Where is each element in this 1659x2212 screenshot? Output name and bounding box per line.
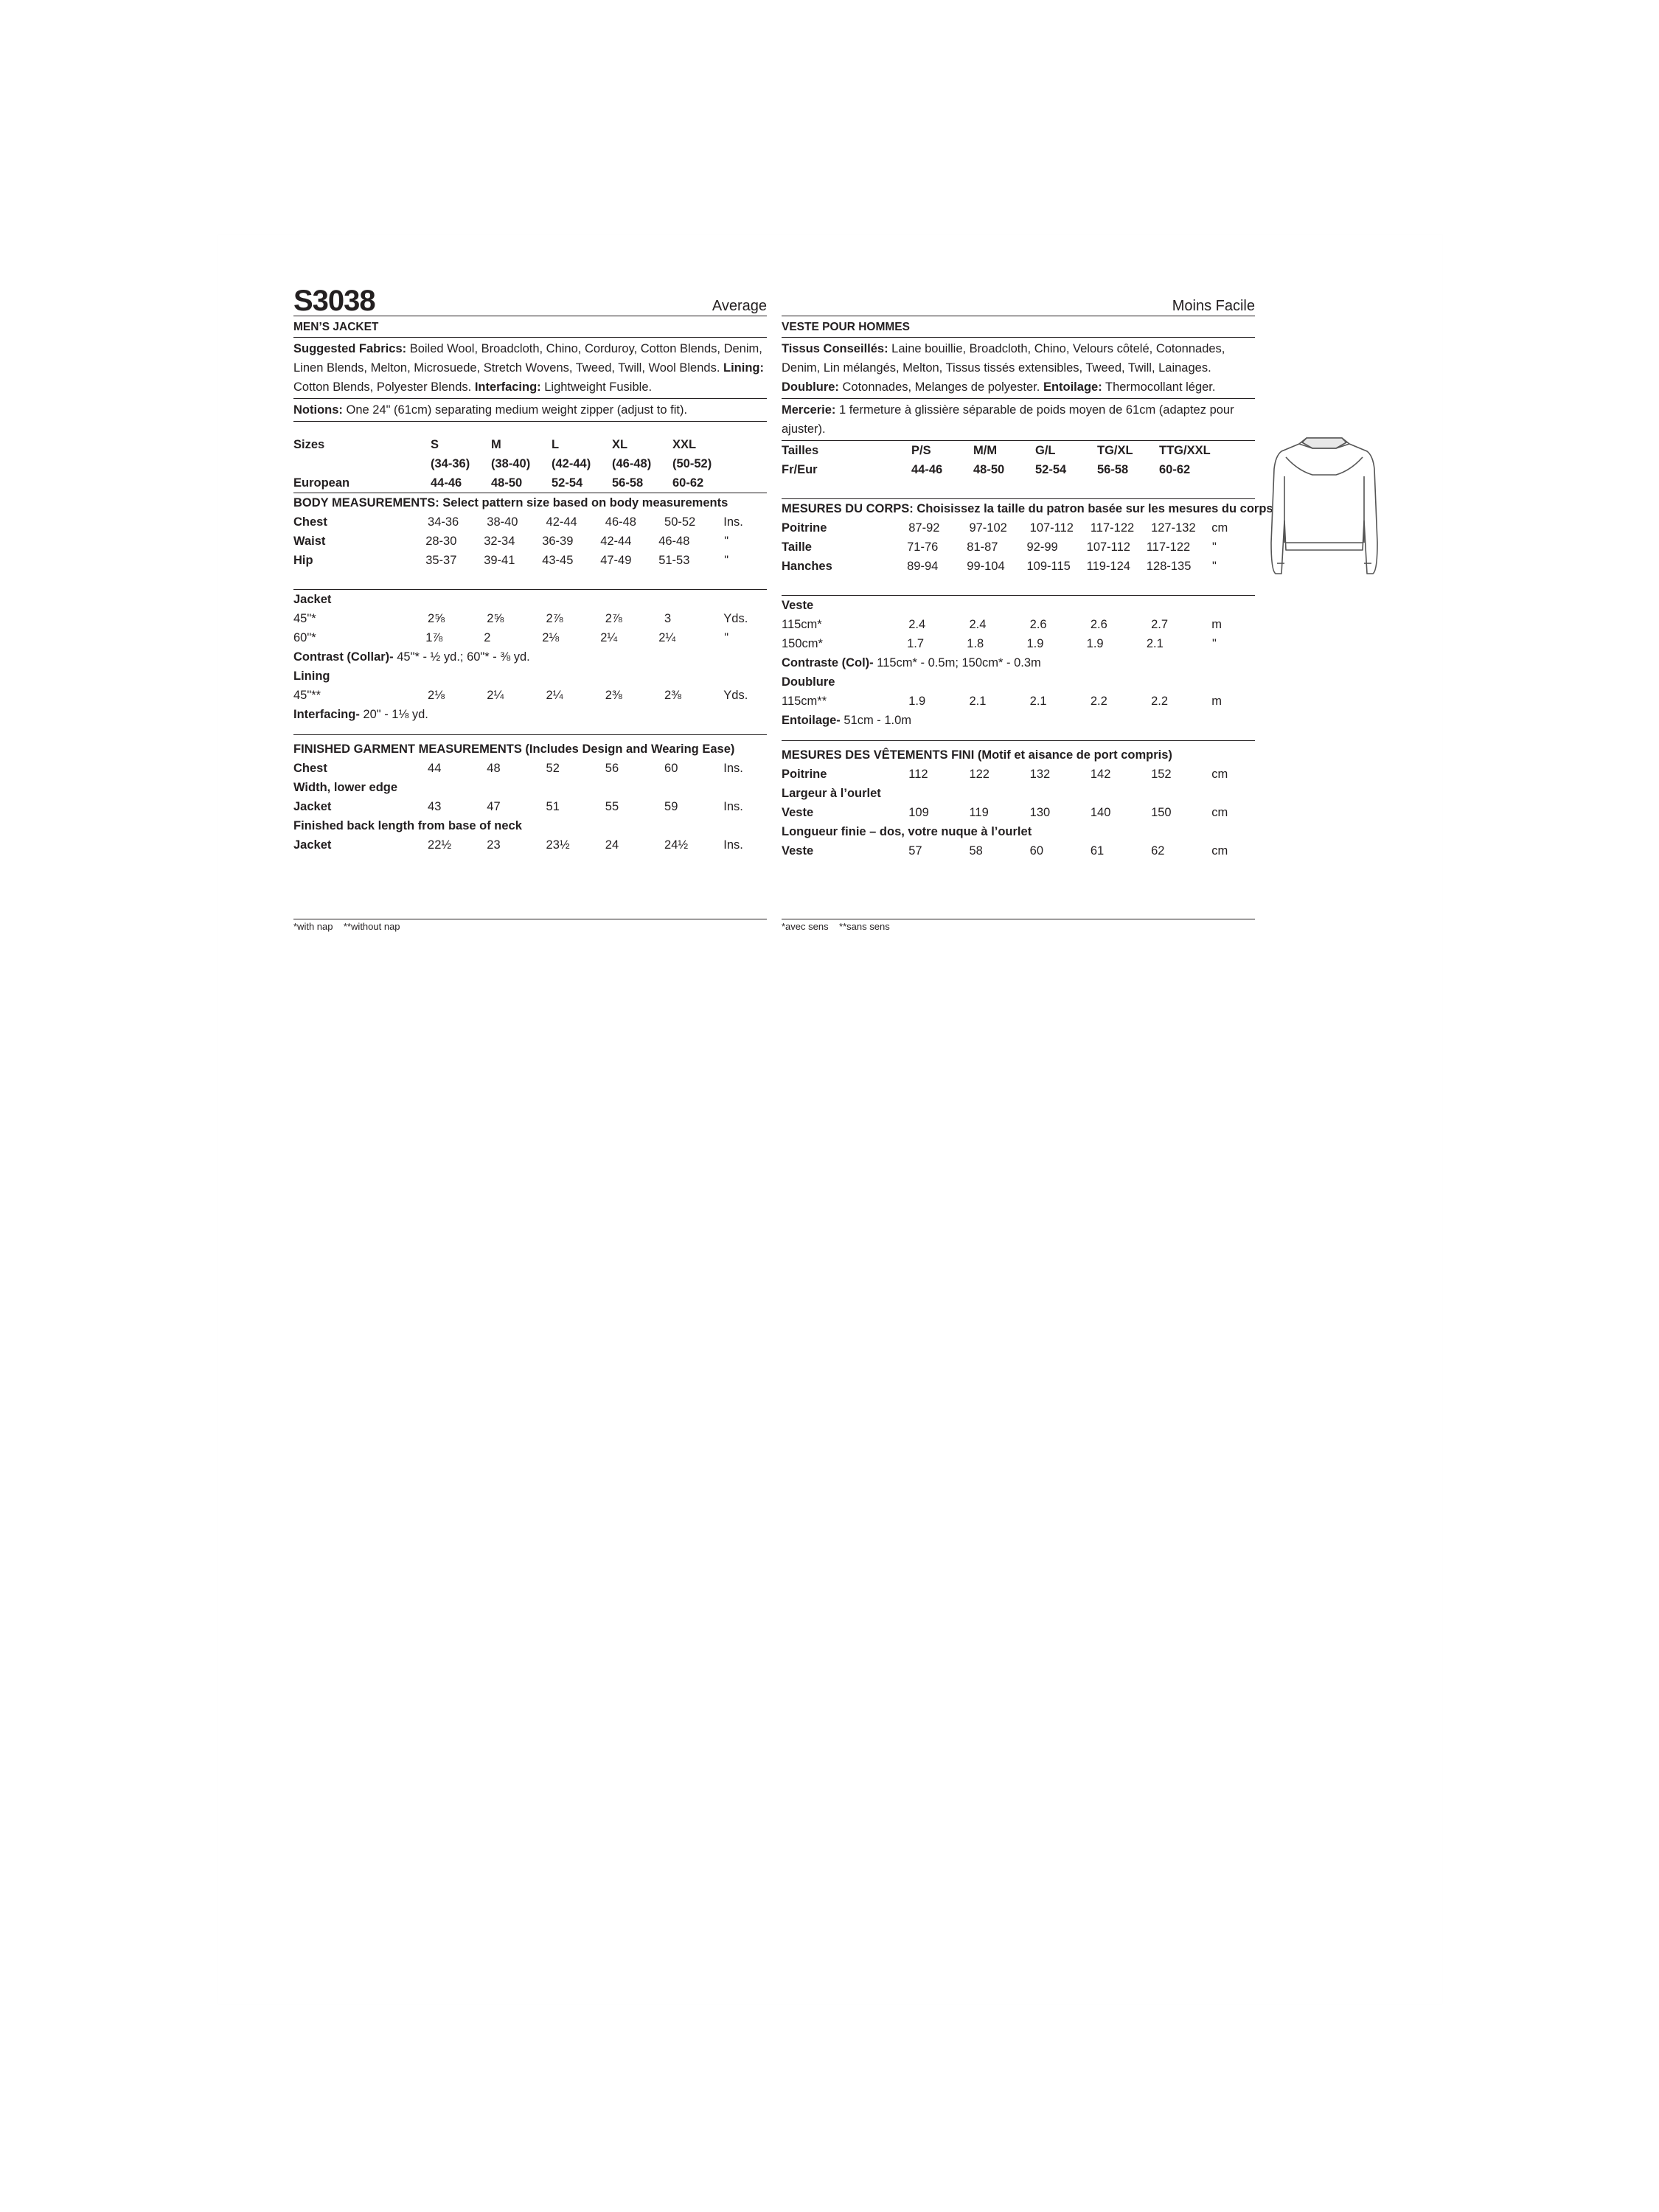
european-row — [782, 460, 1255, 479]
cell: 2.4 — [908, 618, 926, 631]
interfacing-yard-text: 51cm - 1.0m — [840, 714, 912, 727]
european-cell: 60-62 — [1159, 463, 1191, 476]
cell: 1⅞ — [425, 631, 443, 644]
cell: 36-39 — [542, 535, 574, 548]
sizes-sub-row — [293, 454, 767, 473]
cell: 46-48 — [605, 515, 636, 529]
table-row — [782, 841, 1255, 860]
cell: 89-94 — [907, 560, 939, 573]
cell: 47-49 — [600, 554, 632, 567]
size-range-cell: (50-52) — [672, 457, 712, 470]
cell: 48 — [487, 762, 501, 775]
cell: 52 — [546, 762, 560, 775]
fr-yardage — [782, 596, 1255, 741]
length-heading: Finished back length from base of neck — [293, 819, 522, 832]
unit-cell: cm — [1211, 806, 1228, 819]
cell: 61 — [1090, 844, 1105, 858]
contrast-text: 45"* - ½ yd.; 60"* - ⅜ yd. — [393, 650, 530, 664]
unit-cell: Ins. — [723, 515, 743, 529]
unit-cell: Ins. — [723, 838, 743, 852]
cell: 2⅝ — [428, 612, 445, 625]
european-cell: 48-50 — [491, 476, 523, 490]
cell: 34-36 — [428, 515, 459, 529]
european-cell: 48-50 — [973, 463, 1005, 476]
table-row — [293, 609, 767, 628]
pattern-code: S3038 — [293, 285, 375, 317]
cell: 1.7 — [907, 637, 925, 650]
cell: 2¼ — [658, 631, 676, 644]
interfacing-label: Entoilage: — [1043, 380, 1102, 394]
cell: 1.9 — [908, 695, 926, 708]
cell: 2.2 — [1151, 695, 1168, 708]
table-row — [293, 835, 767, 855]
cell: 38-40 — [487, 515, 518, 529]
cell: 35-37 — [425, 554, 457, 567]
row-label: Poitrine — [782, 521, 827, 535]
lining-label: Lining: — [723, 361, 764, 375]
lining-text: Cotonnades, Melanges de polyester. — [838, 380, 1043, 394]
table-row — [782, 692, 1255, 711]
european-cell: 56-58 — [612, 476, 644, 490]
interfacing-yard-label: Entoilage- — [782, 714, 841, 727]
table-row — [293, 686, 767, 705]
cell: 46-48 — [658, 535, 690, 548]
cell: 130 — [1029, 806, 1051, 819]
en-fabrics — [293, 338, 767, 399]
cell: 28-30 — [425, 535, 457, 548]
cell: 58 — [969, 844, 983, 858]
unit-cell: m — [1211, 618, 1222, 631]
en-yardage — [293, 590, 767, 735]
cell: 99-104 — [967, 560, 1005, 573]
cell: 32-34 — [484, 535, 515, 548]
table-row — [782, 634, 1255, 653]
length-heading: Longueur finie – dos, votre nuque à l’ourlet — [782, 825, 1032, 838]
cell: 47 — [487, 800, 501, 813]
english-column — [293, 286, 767, 855]
body-heading: MESURES DU CORPS: Choisissez la taille du patron basée sur les mesures du corps — [782, 502, 1273, 515]
sizes-label: Tailles — [782, 444, 819, 457]
interfacing-text: Thermocollant léger. — [1102, 380, 1216, 394]
cell: 117-122 — [1090, 521, 1135, 535]
fr-footnote: *avec sens **sans sens — [782, 919, 1255, 934]
fr-notions — [782, 399, 1255, 441]
cell: 2.1 — [1029, 695, 1047, 708]
finished-heading: FINISHED GARMENT MEASUREMENTS (Includes Design and Wearing Ease) — [293, 742, 735, 756]
cell: 2¼ — [487, 689, 504, 702]
cell: 117-122 — [1146, 540, 1191, 554]
size-cell: P/S — [911, 444, 931, 457]
cell: 2.6 — [1029, 618, 1047, 631]
row-label: 150cm* — [782, 637, 823, 650]
size-cell: G/L — [1035, 444, 1056, 457]
table-row — [782, 803, 1255, 822]
cell: 140 — [1090, 806, 1111, 819]
unit-cell: cm — [1211, 844, 1228, 858]
table-row — [782, 765, 1255, 784]
jacket-heading: Veste — [782, 599, 814, 612]
unit-cell: cm — [1211, 521, 1228, 535]
fabrics-text: Boiled Wool, Broadcloth, Chino, Corduroy, Cotton Blends, Denim, Linen Blends, Melton, Microsuede, Stretch Wovens, Tweed, Twill, Wool Blends. — [293, 342, 762, 375]
table-row — [293, 532, 767, 551]
table-row — [782, 538, 1255, 557]
size-cell: XL — [612, 438, 628, 451]
cell: 42-44 — [600, 535, 632, 548]
interfacing-text: Lightweight Fusible. — [540, 380, 653, 394]
interfacing-yard-label: Interfacing- — [293, 708, 360, 721]
cell: 128-135 — [1146, 560, 1192, 573]
row-label: Jacket — [293, 800, 332, 813]
en-finished-measurements — [293, 740, 767, 855]
unit-cell: Ins. — [723, 800, 743, 813]
size-range-cell: (46-48) — [612, 457, 652, 470]
cell: 55 — [605, 800, 619, 813]
finished-heading: MESURES DES VÊTEMENTS FINI (Motif et aisance de port compris) — [782, 748, 1172, 762]
cell: 50-52 — [664, 515, 696, 529]
table-row — [293, 759, 767, 778]
french-column — [782, 286, 1273, 860]
lining-heading: Doublure — [782, 675, 835, 689]
cell: 2.1 — [1146, 637, 1164, 650]
cell: 2.6 — [1090, 618, 1107, 631]
cell: 59 — [664, 800, 678, 813]
row-label: Veste — [782, 806, 814, 819]
cell: 119 — [969, 806, 989, 819]
unit-cell: " — [724, 535, 729, 548]
fr-sizes-table — [782, 441, 1255, 499]
cell: 109 — [908, 806, 929, 819]
cell: 2¼ — [546, 689, 563, 702]
unit-cell: Ins. — [723, 762, 743, 775]
cell: 152 — [1151, 768, 1172, 781]
cell: 150 — [1151, 806, 1172, 819]
contrast-text: 115cm* - 0.5m; 150cm* - 0.3m — [873, 656, 1041, 669]
difficulty-level: Average — [712, 298, 767, 314]
width-heading: Largeur à l’ourlet — [782, 787, 881, 800]
cell: 2⅛ — [428, 689, 445, 702]
en-title: MEN’S JACKET — [293, 316, 767, 338]
unit-cell: cm — [1211, 768, 1228, 781]
size-cell: M/M — [973, 444, 998, 457]
cell: 132 — [1029, 768, 1051, 781]
contrast-label: Contrast (Collar)- — [293, 650, 394, 664]
contrast-row — [293, 647, 767, 667]
cell: 62 — [1151, 844, 1165, 858]
table-row — [782, 518, 1255, 538]
row-label: 115cm* — [782, 618, 822, 631]
row-label: Taille — [782, 540, 812, 554]
en-sizes-table — [293, 435, 767, 493]
cell: 51-53 — [658, 554, 690, 567]
cell: 1.9 — [1026, 637, 1044, 650]
lining-text: Cotton Blends, Polyester Blends. — [293, 380, 475, 394]
cell: 2¼ — [600, 631, 618, 644]
sizes-row — [293, 435, 767, 454]
row-label: Waist — [293, 535, 326, 548]
cell: 24 — [605, 838, 619, 852]
cell: 1.8 — [967, 637, 984, 650]
cell: 2.2 — [1090, 695, 1107, 708]
cell: 2⅞ — [605, 612, 622, 625]
unit-cell: " — [724, 554, 729, 567]
unit-cell: " — [1212, 560, 1217, 573]
row-label: 115cm** — [782, 695, 827, 708]
en-notions — [293, 399, 767, 422]
cell: 60 — [664, 762, 678, 775]
european-row — [293, 473, 767, 493]
row-label: Chest — [293, 515, 327, 529]
european-label: European — [293, 476, 350, 490]
cell: 109-115 — [1026, 560, 1071, 573]
european-cell: 52-54 — [552, 476, 583, 490]
unit-cell: " — [1212, 540, 1217, 554]
notions-text: One 24" (61cm) separating medium weight zipper (adjust to fit). — [342, 403, 688, 417]
sizes-label: Sizes — [293, 438, 325, 451]
cell: 112 — [908, 768, 928, 781]
row-label: 60"* — [293, 631, 316, 644]
contrast-row — [782, 653, 1255, 672]
cell: 2⅜ — [664, 689, 681, 702]
cell: 23½ — [546, 838, 570, 852]
jacket-heading: Jacket — [293, 593, 332, 606]
size-cell: L — [552, 438, 560, 451]
unit-cell: " — [724, 631, 729, 644]
cell: 122 — [969, 768, 990, 781]
cell: 2⅜ — [605, 689, 622, 702]
body-heading: BODY MEASUREMENTS: Select pattern size based on body measurements — [293, 496, 728, 509]
european-cell: 44-46 — [911, 463, 943, 476]
row-label: Jacket — [293, 838, 332, 852]
fr-header — [782, 286, 1255, 316]
cell: 1.9 — [1086, 637, 1104, 650]
row-label: Hanches — [782, 560, 832, 573]
cell: 43 — [428, 800, 442, 813]
cell: 42-44 — [546, 515, 577, 529]
size-cell: S — [431, 438, 439, 451]
cell: 2 — [484, 631, 491, 644]
lining-heading: Lining — [293, 669, 330, 683]
cell: 119-124 — [1086, 560, 1130, 573]
jacket-back-view-illustration — [1270, 432, 1379, 580]
cell: 60 — [1029, 844, 1044, 858]
width-heading: Width, lower edge — [293, 781, 398, 794]
size-cell: XXL — [672, 438, 697, 451]
table-row — [293, 551, 767, 570]
interfacing-row — [293, 705, 767, 724]
cell: 107-112 — [1029, 521, 1074, 535]
cell: 92-99 — [1026, 540, 1058, 554]
en-footnote: *with nap **without nap — [293, 919, 767, 934]
cell: 39-41 — [484, 554, 515, 567]
cell: 22½ — [428, 838, 452, 852]
cell: 107-112 — [1086, 540, 1130, 554]
unit-cell: Yds. — [723, 689, 748, 702]
european-cell: 56-58 — [1097, 463, 1129, 476]
cell: 71-76 — [907, 540, 939, 554]
cell: 51 — [546, 800, 560, 813]
european-label: Fr/Eur — [782, 463, 818, 476]
difficulty-level-fr: Moins Facile — [1172, 298, 1255, 314]
unit-cell: " — [1212, 637, 1217, 650]
european-cell: 44-46 — [431, 476, 462, 490]
cell: 2.1 — [969, 695, 987, 708]
cell: 2⅝ — [487, 612, 504, 625]
interfacing-label: Interfacing: — [474, 380, 541, 394]
size-range-cell: (34-36) — [431, 457, 470, 470]
contrast-label: Contraste (Col)- — [782, 656, 874, 669]
en-body-measurements — [293, 493, 767, 590]
european-cell: 60-62 — [672, 476, 704, 490]
cell: 2⅞ — [546, 612, 563, 625]
european-cell: 52-54 — [1035, 463, 1067, 476]
notions-label: Mercerie: — [782, 403, 836, 417]
size-cell: M — [491, 438, 501, 451]
cell: 56 — [605, 762, 619, 775]
fabrics-text: Laine bouillie, Broadcloth, Chino, Velours côtelé, Cotonnades, Denim, Lin mélangés, Melton, Tissus tissés extensibles, Tweed, Twill, Lainages. — [782, 342, 1225, 375]
fr-body-measurements — [782, 499, 1273, 596]
row-label: 45"** — [293, 689, 321, 702]
row-label: Hip — [293, 554, 313, 567]
row-label: Veste — [782, 844, 814, 858]
cell: 87-92 — [908, 521, 940, 535]
cell: 2.4 — [969, 618, 987, 631]
unit-cell: m — [1211, 695, 1222, 708]
fr-finished-measurements — [782, 745, 1255, 860]
cell: 24½ — [664, 838, 689, 852]
size-cell: TG/XL — [1097, 444, 1133, 457]
fabrics-label: Tissus Conseillés: — [782, 342, 888, 355]
notions-label: Notions: — [293, 403, 343, 417]
lining-label: Doublure: — [782, 380, 839, 394]
unit-cell: Yds. — [723, 612, 748, 625]
cell: 97-102 — [969, 521, 1007, 535]
table-row — [782, 557, 1255, 576]
cell: 2⅛ — [542, 631, 560, 644]
interfacing-row — [782, 711, 1255, 730]
table-row — [293, 628, 767, 647]
row-label: Chest — [293, 762, 327, 775]
row-label: 45"* — [293, 612, 316, 625]
cell: 81-87 — [967, 540, 998, 554]
cell: 142 — [1090, 768, 1111, 781]
notions-text: 1 fermeture à glissière séparable de poids moyen de 61cm (adaptez pour ajuster). — [782, 403, 1234, 436]
cell: 23 — [487, 838, 501, 852]
table-row — [293, 512, 767, 532]
sizes-row — [782, 441, 1255, 460]
table-row — [293, 797, 767, 816]
size-range-cell: (42-44) — [552, 457, 591, 470]
cell: 3 — [664, 612, 672, 625]
cell: 2.7 — [1151, 618, 1168, 631]
cell: 57 — [908, 844, 922, 858]
en-header — [293, 286, 767, 316]
cell: 44 — [428, 762, 442, 775]
fr-fabrics — [782, 338, 1255, 399]
size-range-cell: (38-40) — [491, 457, 531, 470]
size-cell: TTG/XXL — [1159, 444, 1211, 457]
cell: 127-132 — [1151, 521, 1196, 535]
fr-title: VESTE POUR HOMMES — [782, 316, 1255, 338]
interfacing-yard-text: 20" - 1⅛ yd. — [359, 708, 428, 721]
row-label: Poitrine — [782, 768, 827, 781]
table-row — [782, 615, 1255, 634]
fabrics-label: Suggested Fabrics: — [293, 342, 407, 355]
cell: 43-45 — [542, 554, 574, 567]
